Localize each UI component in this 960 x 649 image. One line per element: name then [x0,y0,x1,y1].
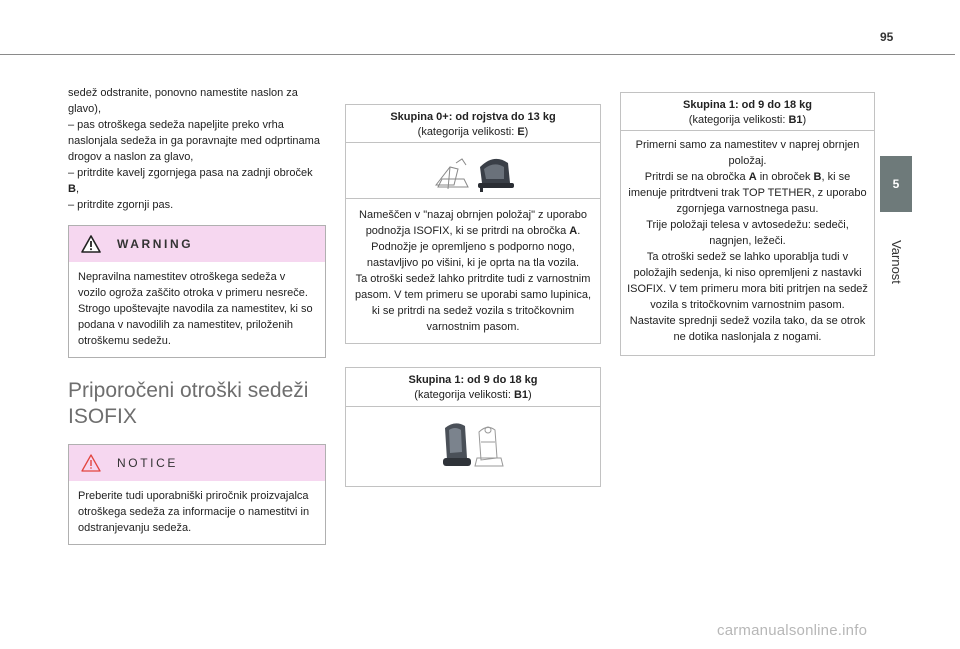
group-0plus-box [345,104,601,344]
group-0plus-image [346,143,600,199]
category-prefix: (kategorija velikosti: [414,389,514,401]
warning-paragraph: Nepravilna namestitev otroškega sedeža v vozilo ogroža zaščito otroka v primeru nesreče. [78,271,308,299]
group-0plus-para [352,207,594,239]
desc-text: in obroček [756,171,814,183]
category-value: B1 [513,389,529,401]
group-0plus-category [418,126,529,138]
intro-line: – pas otroškega sedeža napeljite preko vrha naslonjala sedeža in ga poravnajte med odprtinama drogov a naslon za glavo, [68,119,320,163]
group-1-right-category [689,114,806,126]
left-column [68,85,326,545]
intro-line: sedež odstranite, ponovno namestite naslon za glavo), [68,87,298,115]
intro-line-text: – pritrdite kavelj zgornjega pasa na zadnji obroček [68,167,313,179]
group-1-mid-image [346,407,600,485]
group-1-right-title: Skupina 1: od 9 do 18 kg [683,99,812,111]
ring-b-label: B [68,183,76,195]
category-suffix: ) [524,126,529,138]
chapter-tab[interactable]: 5 [880,156,912,212]
notice-body [69,481,325,544]
warning-triangle-icon [81,235,101,253]
desc-text: Pritrdi se na obročka [644,171,749,183]
group-0plus-para: Podnožje je opremljeno s podporno nogo, nastavljivo po višini, ki je oprta na tla vozila. [366,241,580,269]
group-1-mid-header [346,368,600,407]
section-title: Priporočeni otroški sedeži ISOFIX [68,379,309,428]
intro-text [68,85,326,213]
desc-text: Nameščen v "nazaj obrnjen položaj" z uporabo podnožja ISOFIX, ki se pritrdi na obročka [359,209,587,237]
group-1-mid-category [414,389,531,401]
intro-line [68,165,326,197]
watermark: carmanualsonline.info [717,622,868,639]
group-0plus-header [346,105,600,143]
category-prefix: (kategorija velikosti: [417,126,518,138]
infant-carrier-isofix-icon [428,149,518,193]
category-suffix: ) [802,114,807,126]
notice-title: NOTICE [117,456,178,470]
intro-line: – pritrdite zgornji pas. [68,199,174,211]
group-1-mid-box [345,367,601,487]
group-1-right-para: Ta otroški sedež se lahko uporablja tudi v položajih sedenja, ki niso opremljeni z nastavki ISOFIX. V tem primeru mora biti pritrjen na sedež vozila s tritočkovnim varnostnim pasom. Nastavite sprednji sedež vozila tako, da se otrok ne dotika naslonjala z nogami. [627,251,868,343]
group-1-mid-title: Skupina 1: od 9 do 18 kg [408,374,538,386]
child-seat-isofix-icon [437,418,509,474]
category-suffix: ) [528,389,532,401]
group-1-right-para [627,169,868,217]
group-1-right-box [620,92,875,356]
group-0plus-title: Skupina 0+: od rojstva do 13 kg [390,111,556,123]
group-0plus-para: Ta otroški sedež lahko pritrdite tudi z varnostnim pasom. V tem primeru se uporabi samo lupinica, ki se pritrdi na sedež vozila s tritočkovnim varnostnim pasom. [355,273,591,333]
warning-box [68,225,326,358]
ring-a-label: A [569,225,578,237]
warning-header [69,226,325,262]
ring-a-label: A [748,171,757,183]
desc-text: , ki se imenuje pritrdtveni trak TOP TETHER, z uporabo zgornjega varnostnega pasu. [628,171,867,215]
category-value: B1 [788,114,803,126]
ring-b-label: B [813,171,822,183]
warning-paragraph: Strogo upoštevajte navodila za namestitev, ki so podana v navodilih za namestitev, priloženih otroškemu sedežu. [78,303,313,347]
group-1-right-description [621,131,874,345]
notice-header [69,445,325,481]
category-prefix: (kategorija velikosti: [688,114,789,126]
intro-line-suffix: , [75,183,80,195]
header-divider [0,54,955,55]
warning-title: WARNING [117,237,194,251]
group-0plus-description [346,199,600,335]
group-1-right-header [621,93,874,131]
notice-box [68,444,326,545]
category-value: E [517,126,525,138]
chapter-label: Varnost [889,240,904,284]
warning-body [69,262,325,357]
group-1-right-para: Trije položaji telesa v avtosedežu: sedeči, nagnjen, ležeči. [646,219,849,247]
desc-text: . [577,225,581,237]
page-number: 95 [880,30,894,44]
notice-paragraph: Preberite tudi uporabniški priročnik proizvajalca otroškega sedeža za informacije o namestitvi in odstranjevanju sedeža. [78,490,310,534]
group-1-right-para: Primerni samo za namestitev v naprej obrnjen položaj. [635,139,860,167]
notice-triangle-icon [81,454,101,472]
